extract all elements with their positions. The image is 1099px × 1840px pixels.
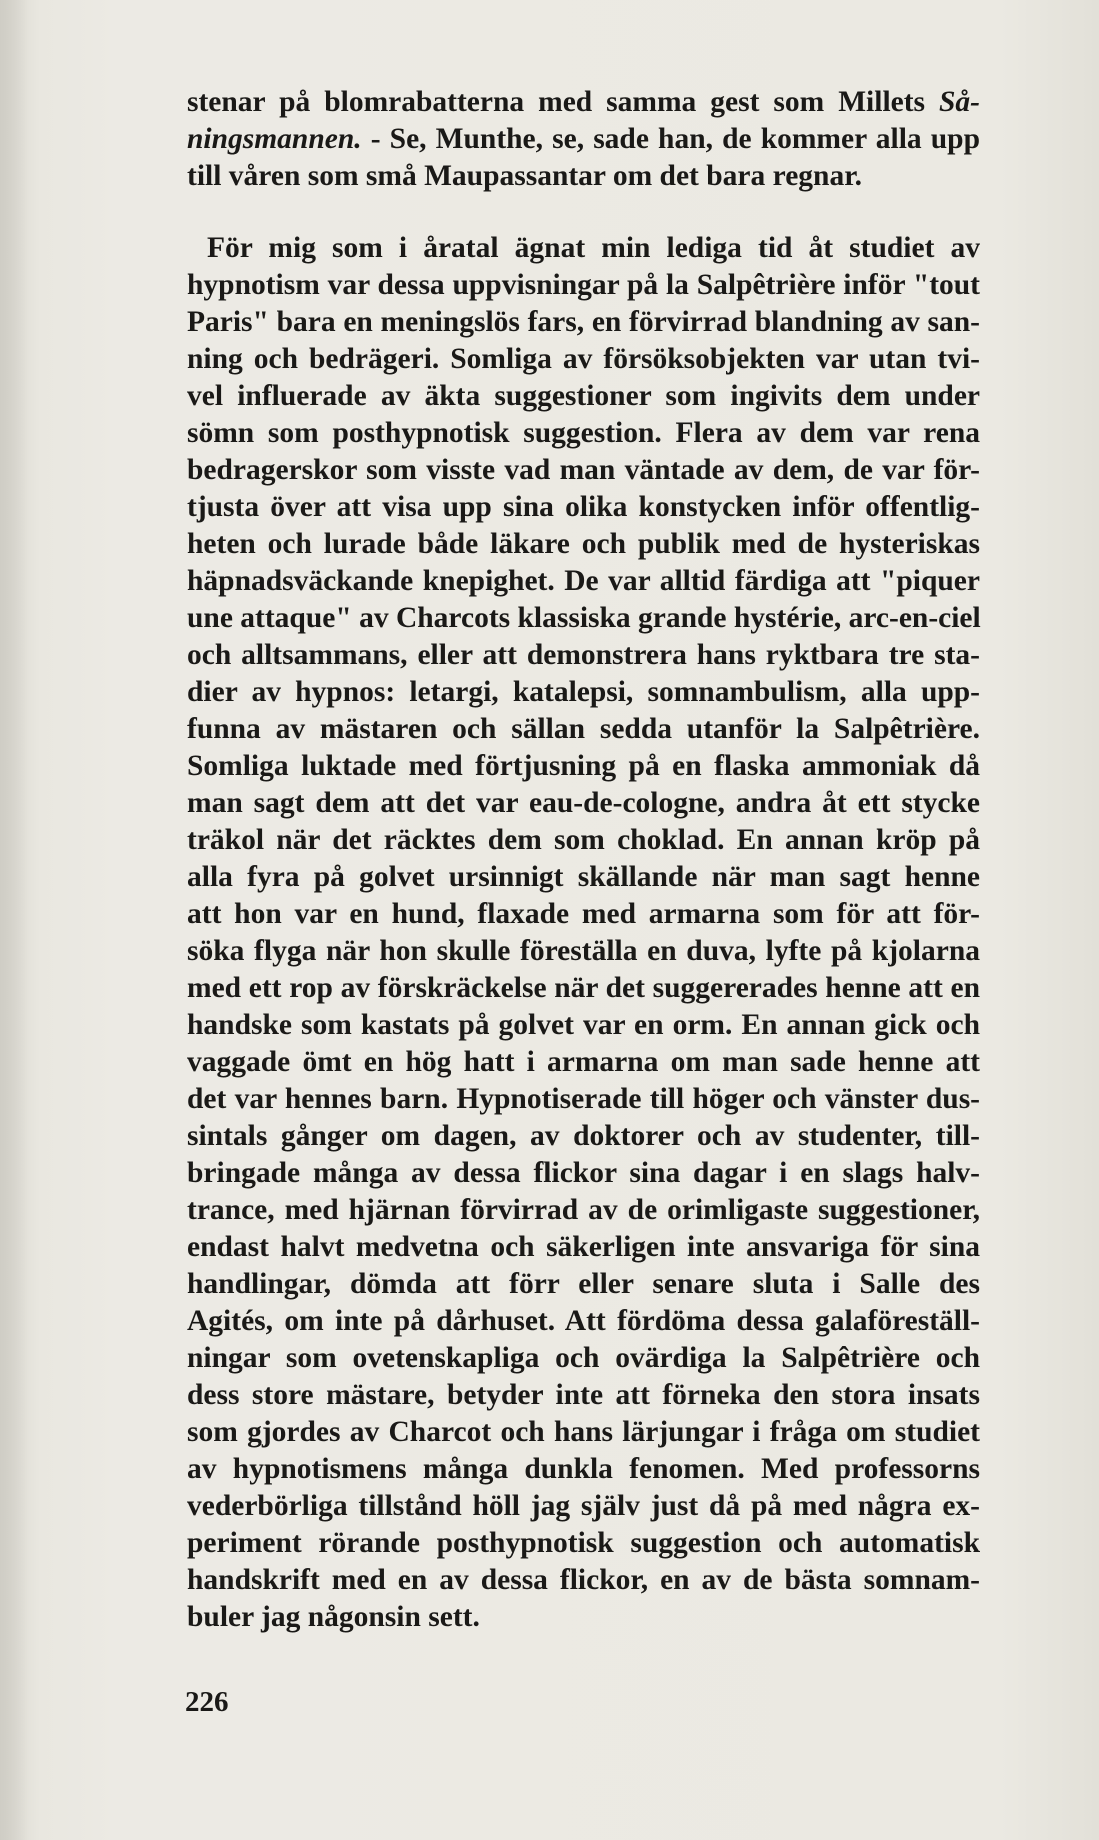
text-run: heten och lurade både läkare och publik med de hysteriskas <box>187 528 980 560</box>
text-line <box>187 1229 980 1266</box>
text-line <box>187 1155 980 1192</box>
text-run: vel influerade av äkta suggestioner som ingivits dem under <box>187 380 980 412</box>
text-run: till våren som små Maupassantar om det bara regnar. <box>187 160 862 192</box>
text-line <box>187 1525 980 1562</box>
text-line <box>187 1377 980 1414</box>
text-line <box>187 489 980 526</box>
text-line <box>187 1414 980 1451</box>
text-run: handskrift med en av dessa flickor, en av de bästa somnam- <box>187 1564 980 1596</box>
text-line <box>187 415 980 452</box>
text-run: av hypnotismens många dunkla fenomen. Med professorns <box>187 1453 980 1485</box>
text-line <box>187 933 980 970</box>
paragraph-gap <box>187 195 980 230</box>
text-run: dier av hypnos: letargi, katalepsi, somnambulism, alla upp- <box>187 676 980 708</box>
text-run: alla fyra på golvet ursinnigt skällande när man sagt henne <box>187 861 980 893</box>
text-line <box>187 748 980 785</box>
text-line <box>187 785 980 822</box>
text-run: funna av mästaren och sällan sedda utanför la Salpêtrière. <box>187 713 980 745</box>
text-run: sintals gånger om dagen, av doktorer och av studenter, till- <box>187 1120 980 1152</box>
text-run: periment rörande posthypnotisk suggestion och automatisk <box>187 1527 980 1559</box>
italic-text: Så- <box>939 86 980 118</box>
text-line <box>187 121 980 158</box>
text-line <box>187 304 980 341</box>
text-run: söka flyga när hon skulle föreställa en duva, lyfte på kjolarna <box>187 935 980 967</box>
text-run: häpnadsväckande knepighet. De var alltid färdiga att "piquer <box>187 565 980 597</box>
text-line <box>187 84 980 121</box>
text-run: bringade många av dessa flickor sina dagar i en slags halv- <box>187 1157 980 1189</box>
text-line <box>187 230 980 267</box>
paragraph <box>187 230 980 1636</box>
text-run: vederbörliga tillstånd höll jag själv just då på med några ex- <box>187 1490 980 1522</box>
text-line <box>187 1118 980 1155</box>
text-run: hypnotism var dessa uppvisningar på la Salpêtrière inför "tout <box>187 269 980 301</box>
text-line <box>187 970 980 1007</box>
text-line <box>187 1007 980 1044</box>
text-run: handlingar, dömda att förr eller senare sluta i Salle des <box>187 1268 980 1300</box>
text-run: Somliga luktade med förtjusning på en flaska ammoniak då <box>187 750 980 782</box>
text-line <box>187 1340 980 1377</box>
text-line <box>187 563 980 600</box>
italic-text: ningsmannen. <box>187 123 362 155</box>
text-run: une attaque" av Charcots klassiska grande hystérie, arc-en-ciel <box>187 602 981 634</box>
text-run: buler jag någonsin sett. <box>187 1601 480 1633</box>
text-run: med ett rop av förskräckelse när det suggererades henne att en <box>187 972 980 1004</box>
text-run: ningar som ovetenskapliga och ovärdiga la Salpêtrière och <box>187 1342 980 1374</box>
text-line <box>187 637 980 674</box>
text-run: som gjordes av Charcot och hans lärjungar i fråga om studiet <box>187 1416 980 1448</box>
text-line <box>187 1044 980 1081</box>
text-line <box>187 1192 980 1229</box>
text-run: trance, med hjärnan förvirrad av de orimligaste suggestioner, <box>187 1194 980 1226</box>
text-run: vaggade ömt en hög hatt i armarna om man sade henne att <box>187 1046 980 1078</box>
text-run: stenar på blomrabatterna med samma gest som Millets <box>187 86 940 118</box>
text-line <box>187 822 980 859</box>
text-line <box>187 1081 980 1118</box>
text-run: - Se, Munthe, se, sade han, de kommer alla upp <box>361 123 980 155</box>
text-run: sömn som posthypnotisk suggestion. Flera av dem var rena <box>187 417 980 449</box>
text-line <box>187 711 980 748</box>
text-run: endast halvt medvetna och säkerligen inte ansvariga för sina <box>187 1231 980 1263</box>
text-run: Paris" bara en meningslös fars, en förvirrad blandning av san- <box>187 306 980 338</box>
text-run: ning och bedrägeri. Somliga av försöksobjekten var utan tvi- <box>187 343 980 375</box>
spine-shadow <box>0 0 28 1840</box>
text-line <box>187 378 980 415</box>
text-line <box>187 1599 980 1636</box>
text-run: och alltsammans, eller att demonstrera hans ryktbara tre sta- <box>187 639 980 671</box>
text-run: handske som kastats på golvet var en orm. En annan gick och <box>187 1009 980 1041</box>
text-line <box>187 674 980 711</box>
text-line <box>187 158 980 195</box>
text-run: att hon var en hund, flaxade med armarna som för att för- <box>187 898 980 930</box>
paragraph <box>187 84 980 195</box>
text-line <box>187 1303 980 1340</box>
text-line <box>187 896 980 933</box>
text-run: träkol när det räcktes dem som choklad. En annan kröp på <box>187 824 980 856</box>
text-line <box>187 452 980 489</box>
page-number: 226 <box>185 1686 229 1718</box>
text-run: dess store mästare, betyder inte att förneka den stora insats <box>187 1379 980 1411</box>
text-line <box>187 859 980 896</box>
text-line <box>187 526 980 563</box>
body-text <box>187 84 980 1636</box>
text-line <box>187 267 980 304</box>
text-line <box>187 1451 980 1488</box>
text-run: För mig som i åratal ägnat min lediga tid åt studiet av <box>207 232 980 264</box>
text-run: Agités, om inte på dårhuset. Att fördöma dessa galaföreställ- <box>187 1305 980 1337</box>
text-run: man sagt dem att det var eau-de-cologne, andra åt ett stycke <box>187 787 980 819</box>
text-line <box>187 341 980 378</box>
text-run: bedragerskor som visste vad man väntade av dem, de var för- <box>187 454 980 486</box>
text-line <box>187 1266 980 1303</box>
text-line <box>187 1562 980 1599</box>
text-line <box>187 600 980 637</box>
text-run: det var hennes barn. Hypnotiserade till höger och vänster dus- <box>187 1083 980 1115</box>
text-run: tjusta över att visa upp sina olika konstycken inför offentlig- <box>187 491 980 523</box>
text-line <box>187 1488 980 1525</box>
